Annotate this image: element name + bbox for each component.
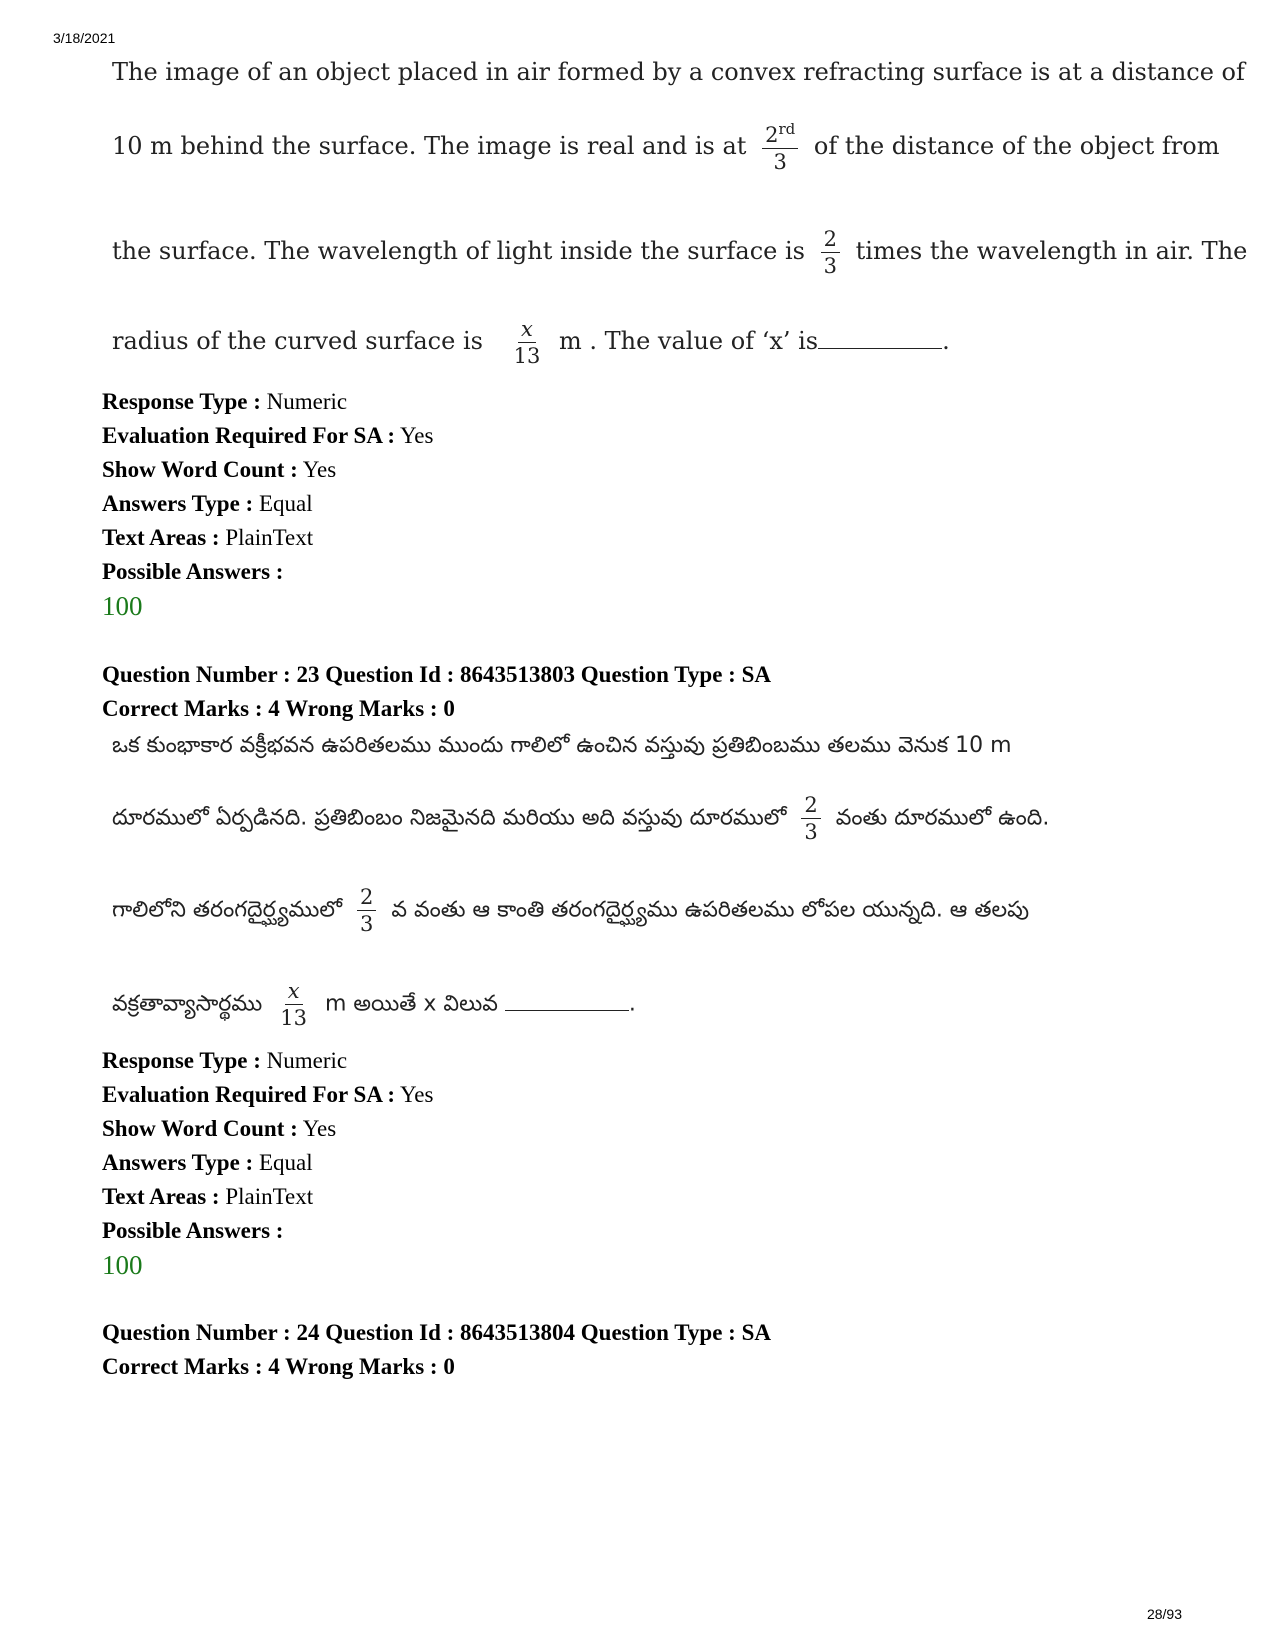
q22-line-4 (112, 318, 1184, 367)
q23-line-3-pre: గాలిలోని తరంగదైర్ఘ్యములో (112, 897, 342, 923)
q23-line-2 (112, 794, 1184, 843)
word-count-row (102, 1112, 433, 1146)
word-count-value: Yes (302, 1116, 337, 1141)
possible-answers-label: Possible Answers : (102, 1218, 284, 1243)
word-count-row (102, 453, 433, 487)
page-number: 28/93 (1146, 1606, 1182, 1622)
answers-type-row (102, 487, 433, 521)
response-type-row (102, 385, 433, 419)
q22-line-4-post: m . The value of ‘x’ is (558, 327, 819, 356)
text-areas-label: Text Areas : (102, 525, 220, 550)
answers-type-value: Equal (258, 1150, 313, 1175)
q23-line-4-pre: వక్రతావ్యాసార్థము (112, 991, 263, 1017)
response-type-row (102, 1044, 433, 1078)
possible-answers-label: Possible Answers : (102, 559, 284, 584)
q22-line-2-post: of the distance of the object from (813, 132, 1220, 161)
q22-frac3-den: 13 (513, 344, 541, 369)
q23-line-2-pre: దూరములో ఏర్పడినది. ప్రతిబింబం నిజమైనది మరియు అది వస్తువు దూరములో (112, 805, 787, 831)
word-count-value: Yes (302, 457, 337, 482)
q22-fraction-x-over-13 (511, 318, 544, 367)
text-areas-value: PlainText (225, 1184, 314, 1209)
q23-line-3-post: వ వంతు ఆ కాంతి తరంగదైర్ఘ్యము ఉపరితలము లోపల యున్నది. ఆ తలపు (391, 897, 1030, 923)
q23-line-3 (112, 886, 1184, 935)
q23-fraction-x-over-13 (277, 980, 310, 1029)
q22-frac1-den: 3 (773, 150, 787, 175)
q23-frac2-num: 2 (357, 886, 376, 911)
q22-frac1-sup: rd (778, 120, 796, 138)
text-areas-row (102, 1180, 433, 1214)
q24-question-info: Question Number : 24 Question Id : 8643513804 Question Type : SA (102, 1320, 771, 1345)
q22-line-2 (112, 120, 1220, 175)
text-areas-value: PlainText (225, 525, 314, 550)
word-count-label: Show Word Count : (102, 457, 298, 482)
answers-type-label: Answers Type : (102, 1150, 254, 1175)
answers-type-label: Answers Type : (102, 491, 254, 516)
q23-question-info: Question Number : 23 Question Id : 8643513803 Question Type : SA (102, 662, 771, 687)
q22-line-1: The image of an object placed in air formed by a convex refracting surface is at a distance of (112, 58, 1245, 86)
q22-line-3 (112, 227, 1248, 279)
answers-type-value: Equal (258, 491, 313, 516)
response-type-value: Numeric (266, 389, 348, 414)
possible-answer-value: 100 (102, 591, 143, 621)
possible-answers-row (102, 1214, 433, 1248)
q22-fraction-two-thirds-rd (762, 122, 798, 173)
q23-frac3-num: x (285, 980, 303, 1005)
q23-line-4-end: . (628, 991, 636, 1017)
response-type-label: Response Type : (102, 1048, 261, 1073)
q23-line-4 (112, 980, 1184, 1029)
q23-fraction-two-thirds-b (357, 886, 376, 935)
q22-line-2-pre: 10 m behind the surface. The image is real and is at (112, 132, 747, 161)
q23-header (102, 658, 771, 726)
answer-blank (818, 330, 942, 349)
possible-answer-value: 100 (102, 1250, 143, 1280)
q24-marks: Correct Marks : 4 Wrong Marks : 0 (102, 1354, 455, 1379)
answer-blank (505, 992, 629, 1011)
q22-line-4-pre: radius of the curved surface is (112, 327, 483, 356)
q22-fraction-two-thirds (821, 228, 840, 277)
q23-marks: Correct Marks : 4 Wrong Marks : 0 (102, 696, 455, 721)
q23-line-2-post: వంతు దూరములో ఉంది. (835, 805, 1050, 831)
q22-line-3-pre: the surface. The wavelength of light inside the surface is (112, 237, 805, 266)
word-count-label: Show Word Count : (102, 1116, 298, 1141)
q22-frac3-num: x (518, 318, 536, 343)
possible-answers-row (102, 555, 433, 589)
q23-frac3-den: 13 (280, 1006, 307, 1031)
q23-frac1-den: 3 (804, 820, 818, 845)
q22-frac1-num: 2 (765, 123, 779, 147)
evaluation-row (102, 419, 433, 453)
q24-header (102, 1316, 771, 1384)
q23-fraction-two-thirds-a (801, 794, 820, 843)
evaluation-label: Evaluation Required For SA : (102, 1082, 396, 1107)
q23-frac1-num: 2 (801, 794, 820, 819)
q22-line-3-post: times the wavelength in air. The (855, 237, 1248, 266)
text-areas-label: Text Areas : (102, 1184, 220, 1209)
response-type-value: Numeric (266, 1048, 348, 1073)
q22-frac2-den: 3 (823, 254, 837, 279)
text-areas-row (102, 521, 433, 555)
q22-frac2-num: 2 (821, 228, 840, 253)
print-date: 3/18/2021 (53, 30, 116, 46)
q23-meta (102, 1044, 433, 1282)
q22-meta (102, 385, 433, 623)
q23-line-4-post: m అయితే x విలువ (324, 991, 498, 1017)
q22-line-4-end: . (942, 327, 950, 356)
answers-type-row (102, 1146, 433, 1180)
evaluation-value: Yes (400, 423, 434, 448)
response-type-label: Response Type : (102, 389, 261, 414)
evaluation-label: Evaluation Required For SA : (102, 423, 396, 448)
evaluation-row (102, 1078, 433, 1112)
evaluation-value: Yes (400, 1082, 434, 1107)
q23-line-1: ఒక కుంభాకార వక్రీభవన ఉపరితలము ముందు గాలిలో ఉంచిన వస్తువు ప్రతిబింబము తలము వెనుక 10 m (112, 733, 1012, 758)
q23-frac2-den: 3 (360, 912, 374, 937)
